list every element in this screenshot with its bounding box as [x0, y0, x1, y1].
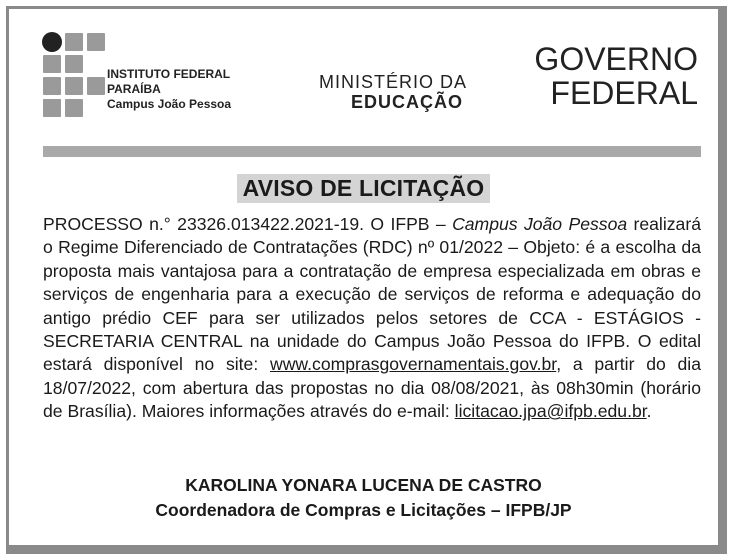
logo-square — [87, 77, 105, 95]
ministry-line-2: EDUCAÇÃO — [351, 92, 464, 112]
campus-name-italic: Campus João Pessoa — [452, 214, 628, 234]
government-line-2: FEDERAL — [550, 75, 698, 111]
logo-square — [87, 33, 105, 51]
logo-square — [43, 55, 61, 73]
signature-block — [9, 473, 718, 523]
government-line-1: GOVERNO — [534, 41, 698, 77]
logo-square — [43, 33, 61, 51]
procurement-website-link[interactable]: www.comprasgovernamentais.gov.br — [269, 354, 557, 375]
institute-line: Campus João Pessoa — [107, 97, 232, 111]
notice-frame — [6, 6, 727, 554]
logo-square — [65, 55, 83, 73]
ministry-logo — [319, 72, 479, 112]
signatory-name: KAROLINA YONARA LUCENA DE CASTRO — [185, 475, 542, 495]
ifpb-logo — [43, 33, 105, 117]
logo-circle-icon — [42, 32, 62, 52]
notice-body — [43, 213, 701, 424]
logo-square — [65, 77, 83, 95]
signatory-role: Coordenadora de Compras e Licitações – IFPB/JP — [155, 500, 572, 520]
logo-square — [65, 33, 83, 51]
institute-line: INSTITUTO FEDERAL — [107, 67, 231, 81]
body-text-segment: . — [646, 401, 652, 422]
institute-line: PARAÍBA — [107, 82, 161, 96]
logo-square — [43, 77, 61, 95]
title-wrapper — [9, 174, 718, 203]
ministry-line-1: MINISTÉRIO DA — [319, 72, 468, 92]
body-text-segment: PROCESSO n.° 23326.013422.2021-19. O IFPB – — [43, 214, 453, 234]
body-text-segment: realizará o Regime Diferenciado de Contratações (RDC) nº 01/2022 – Objeto: é a escolha da proposta mais vantajosa para a contratação de empresa especializada em obras e serviços de engenharia para a execução de serviços de reforma e adequação do antigo prédio CEF para ser utilizados pelos setores de CCA - ESTÁGIOS - SECRETARIA CENTRAL na unidade do Campus João Pessoa do IFPB. O edital estará disponível no site: — [43, 214, 701, 375]
institute-name — [107, 67, 257, 112]
contact-email-link[interactable]: licitacao.jpa@ifpb.edu.br — [454, 401, 647, 422]
logo-square — [65, 99, 83, 117]
government-logo — [534, 42, 698, 110]
logo-square — [43, 99, 61, 117]
header-divider — [43, 146, 701, 157]
notice-title: AVISO DE LICITAÇÃO — [237, 174, 491, 203]
body-text-segment: , a partir do dia 18/07/2022, com abertura das propostas no dia 08/08/2021, às 08h30min (horário de Brasília). Maiores informações através do e-mail: — [43, 354, 702, 422]
